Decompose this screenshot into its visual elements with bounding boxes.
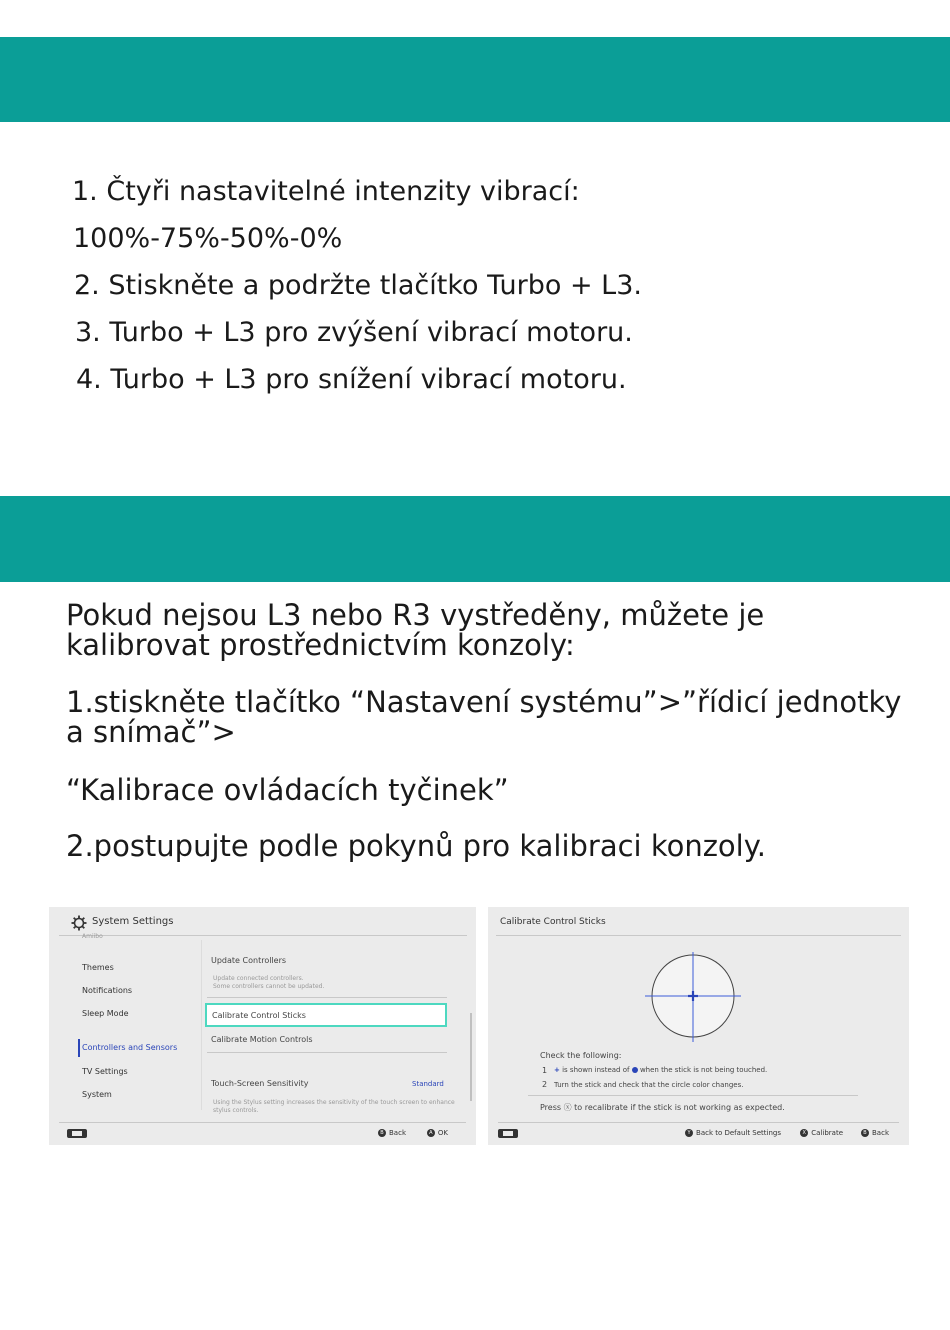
menu-item-sleep-mode[interactable]: Sleep Mode	[82, 1009, 129, 1018]
update-desc-1: Update connected controllers.	[213, 975, 304, 982]
vibration-line-2: 100%-75%-50%-0%	[73, 223, 343, 254]
check-divider	[528, 1095, 858, 1096]
calibrate-motion-controls-option[interactable]: Calibrate Motion Controls	[211, 1035, 313, 1044]
column-divider	[201, 940, 202, 1110]
calibration-step-2: 2.postupujte podle pokynů pro kalibraci konzoly.	[66, 829, 766, 863]
touch-desc-2: stylus controls.	[213, 1107, 259, 1114]
x-button-icon: X	[800, 1129, 808, 1137]
update-desc-2: Some controllers cannot be updated.	[213, 983, 325, 990]
vibration-line-5: 4. Turbo + L3 pro snížení vibrací motoru.	[76, 364, 627, 395]
a-button-icon: A	[427, 1129, 435, 1137]
console-icon	[67, 1129, 87, 1138]
ok-label: OK	[437, 1129, 448, 1137]
calibrate-button[interactable]	[800, 1129, 843, 1137]
b-button-icon: B	[378, 1129, 386, 1137]
check-title: Check the following:	[540, 1051, 622, 1060]
gear-icon	[71, 915, 87, 935]
console-icon-right	[498, 1129, 518, 1138]
calibrate-title: Calibrate Control Sticks	[500, 917, 606, 927]
menu-item-tv-settings[interactable]: TV Settings	[82, 1067, 128, 1076]
y-button-icon: Y	[685, 1129, 693, 1137]
title-divider	[59, 935, 467, 936]
touch-screen-sensitivity-option[interactable]: Touch-Screen Sensitivity	[211, 1079, 309, 1088]
option-divider-2	[207, 1052, 447, 1053]
back-button[interactable]	[378, 1129, 406, 1137]
check-item-1-text-a: is shown instead of	[562, 1066, 630, 1074]
calibrate-footer	[498, 1122, 899, 1145]
ok-button[interactable]	[427, 1129, 448, 1137]
check-item-2-number: 2	[542, 1080, 548, 1089]
vibration-line-1: 1. Čtyři nastavitelné intenzity vibrací:	[72, 176, 580, 207]
header-band-top	[0, 37, 950, 122]
back-button-right[interactable]	[861, 1129, 889, 1137]
touch-sensitivity-value: Standard	[412, 1080, 444, 1088]
vibration-line-3: 2. Stiskněte a podržte tlačítko Turbo + L3.	[74, 270, 642, 301]
vibration-line-4: 3. Turbo + L3 pro zvýšení vibrací motoru.	[75, 317, 633, 348]
check-item-1-number: 1	[542, 1066, 548, 1075]
update-controllers-option[interactable]: Update Controllers	[211, 956, 287, 965]
menu-item-themes[interactable]: Themes	[82, 963, 114, 972]
calibrate-label: Calibrate	[811, 1129, 843, 1137]
check-item-1-text-b: when the stick is not being touched.	[639, 1066, 768, 1074]
check-item-2-text: Turn the stick and check that the circle color changes.	[554, 1081, 744, 1089]
calibrate-title-divider	[496, 935, 901, 936]
calibrate-sticks-screenshot	[488, 907, 909, 1145]
system-settings-screenshot	[49, 907, 476, 1145]
stick-crosshair-icon	[643, 952, 743, 1042]
scrollbar[interactable]	[470, 1013, 472, 1101]
menu-item-controllers-and-sensors[interactable]: Controllers and Sensors	[82, 1043, 178, 1052]
back-label-right: Back	[872, 1129, 889, 1137]
back-to-default-button[interactable]	[685, 1129, 781, 1137]
menu-item-system[interactable]: System	[82, 1090, 112, 1099]
dot-icon	[632, 1067, 638, 1073]
calibrate-control-sticks-label: Calibrate Control Sticks	[212, 1011, 306, 1020]
recalibrate-hint: Press ⓧ to recalibrate if the stick is not working as expected.	[540, 1103, 785, 1112]
calibration-step-1: 1.stiskněte tlačítko “Nastavení systému”>”řídicí jednotky a snímač”>	[66, 685, 902, 749]
back-label: Back	[389, 1129, 406, 1137]
option-divider-1	[207, 997, 447, 998]
plus-icon: +	[554, 1066, 560, 1074]
settings-title: System Settings	[92, 916, 174, 927]
settings-footer	[59, 1122, 466, 1145]
calibrate-control-sticks-option[interactable]	[205, 1003, 447, 1027]
check-item-1	[554, 1066, 767, 1074]
b-button-icon-right: B	[861, 1129, 869, 1137]
menu-item-amiibo[interactable]: Amiibo	[82, 933, 103, 940]
header-band-middle	[0, 496, 950, 582]
back-to-default-label: Back to Default Settings	[696, 1129, 781, 1137]
menu-item-notifications[interactable]: Notifications	[82, 986, 133, 995]
touch-desc-1: Using the Stylus setting increases the sensitivity of the touch screen to enhance	[213, 1099, 455, 1106]
calibration-intro: Pokud nejsou L3 nebo R3 vystředěny, můžete je kalibrovat prostřednictvím konzoly:	[66, 598, 765, 662]
calibration-step-1-path: “Kalibrace ovládacích tyčinek”	[66, 773, 509, 807]
active-indicator	[78, 1039, 80, 1057]
